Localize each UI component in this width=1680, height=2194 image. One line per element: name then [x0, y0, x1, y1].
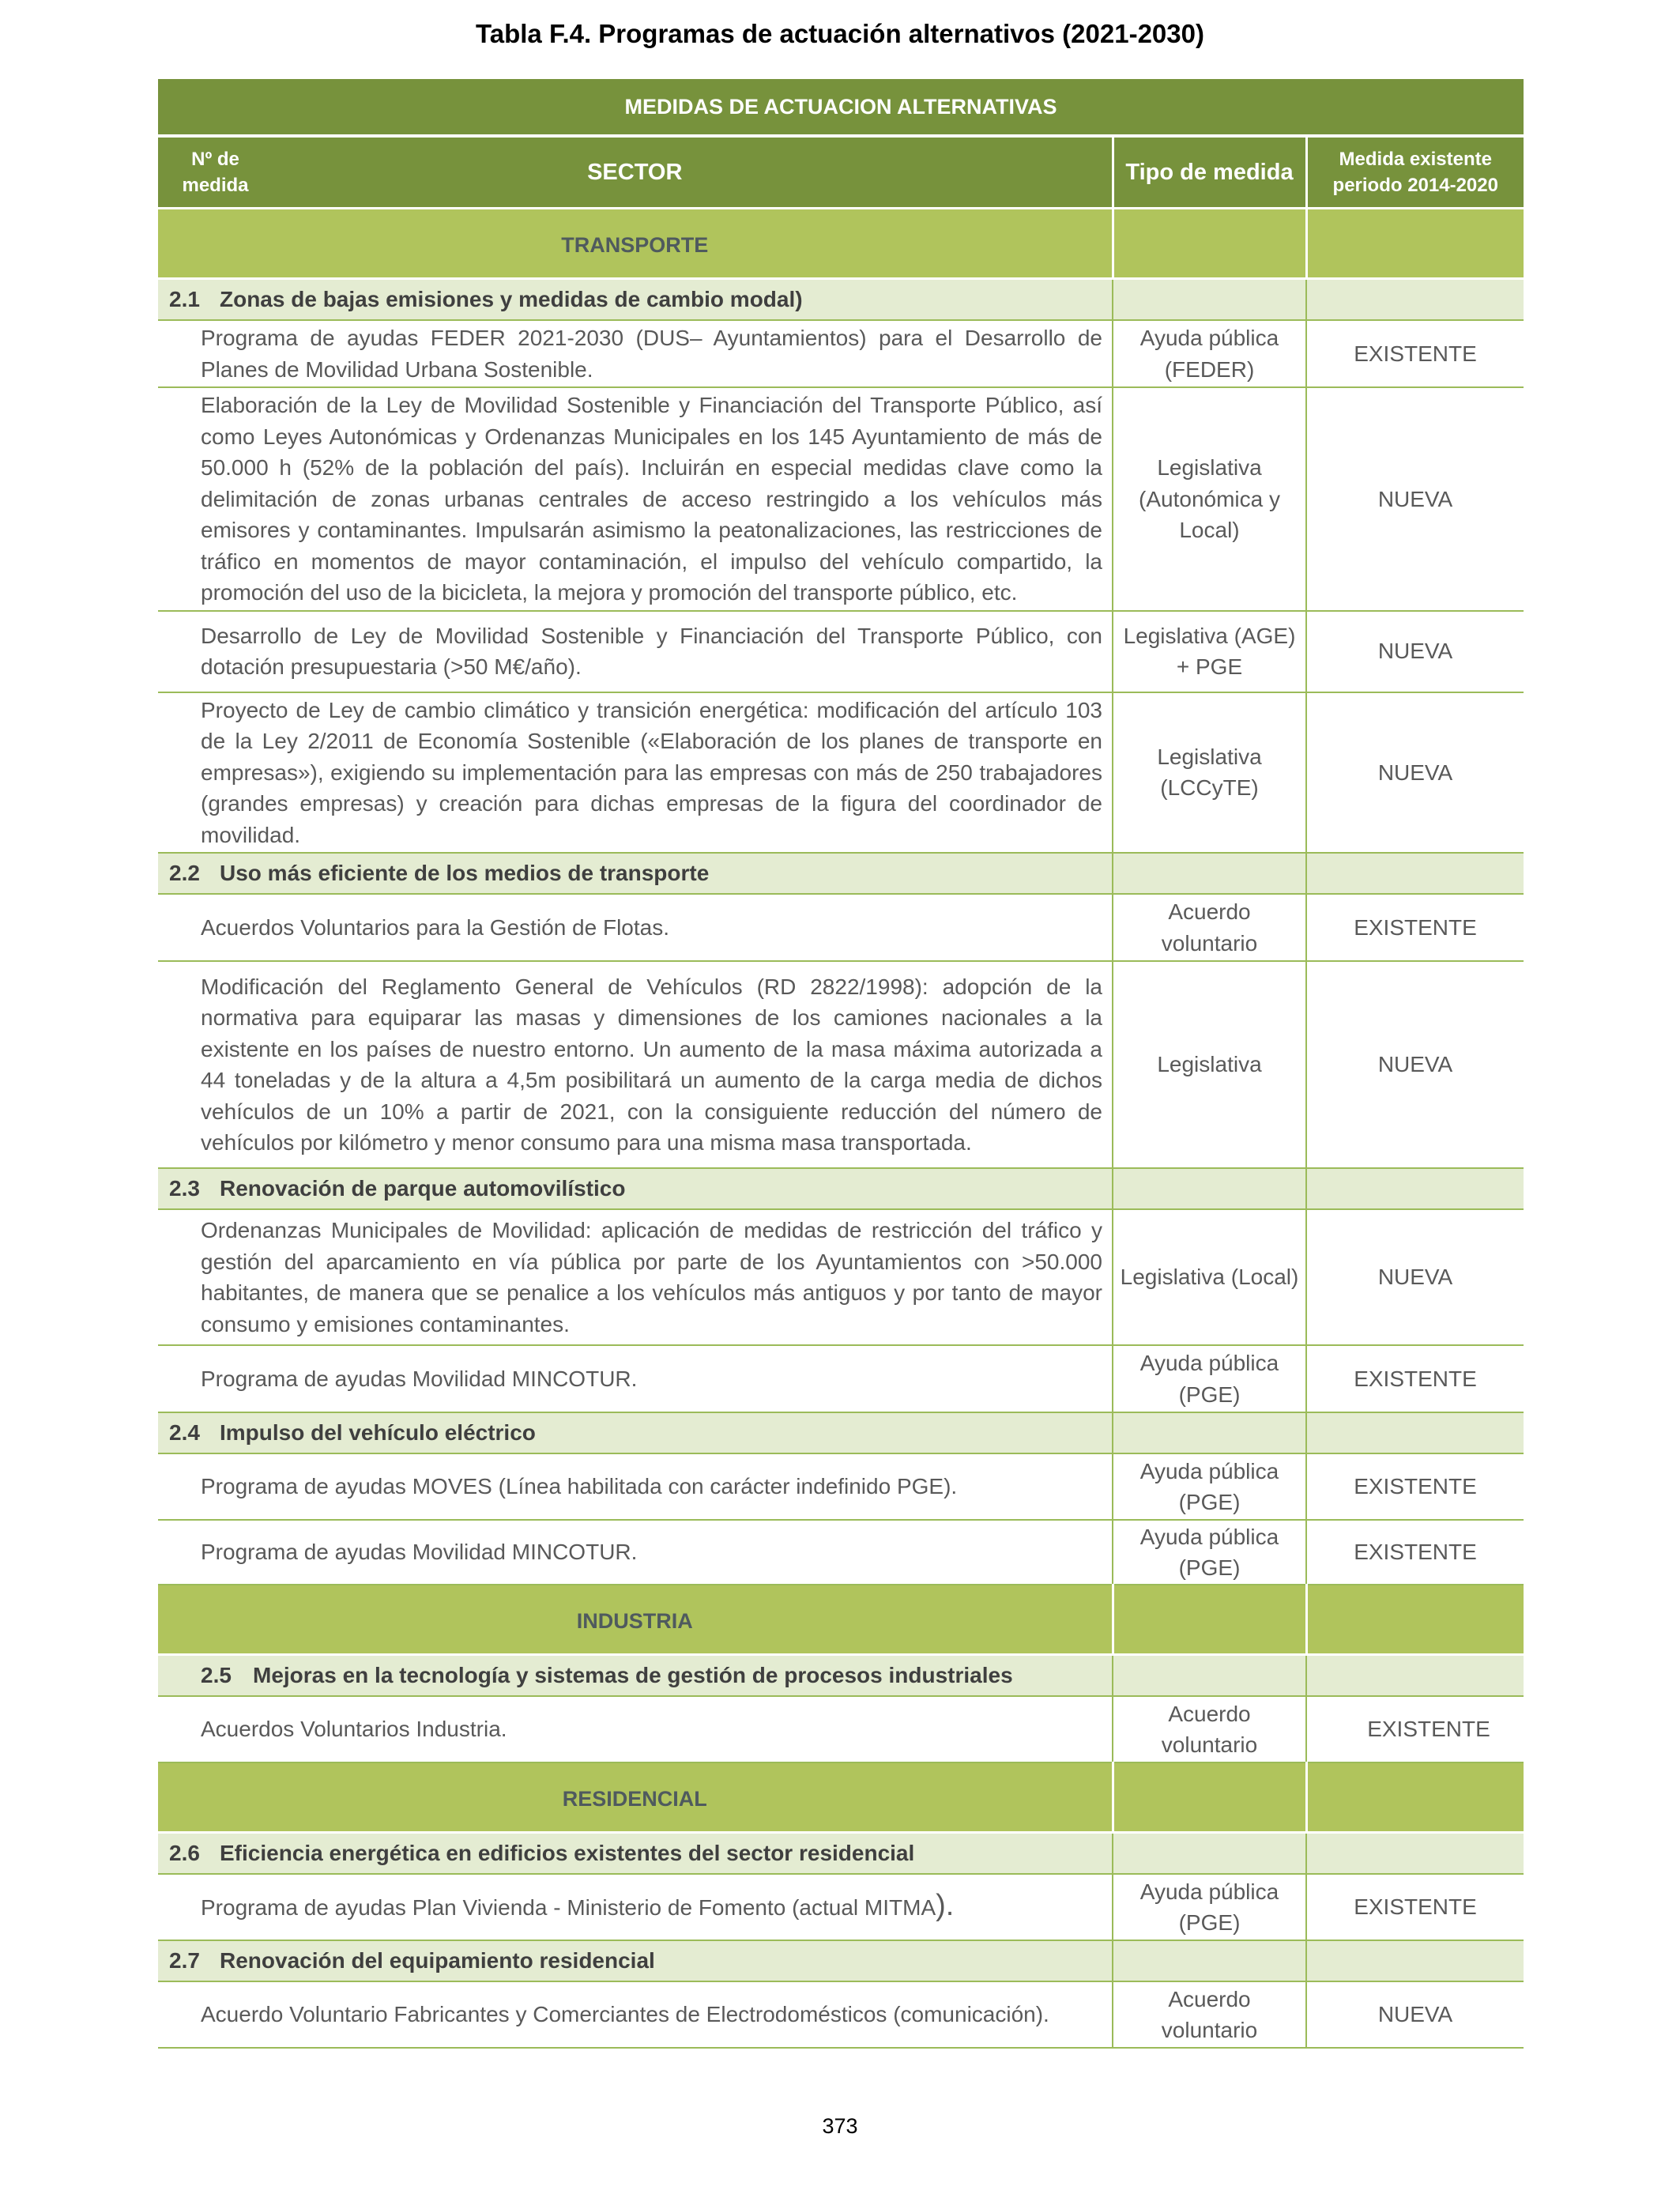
- group-row: [158, 279, 1524, 321]
- group-number: 2.7: [169, 1948, 200, 1973]
- col-existente-header: Medida existente periodo 2014-2020: [1306, 136, 1524, 209]
- table-row: [158, 1874, 1524, 1940]
- group-empty-cell: [1306, 279, 1524, 321]
- group-title-cell: [158, 279, 1113, 321]
- measure-description-tail: ).: [936, 1889, 955, 1923]
- group-empty-cell: [1113, 1168, 1306, 1209]
- sector-empty-cell: [1113, 1585, 1306, 1655]
- group-empty-cell: [1113, 279, 1306, 321]
- sector-empty-cell: [1113, 1762, 1306, 1833]
- group-empty-cell: [1113, 1655, 1306, 1697]
- measure-status: NUEVA: [1306, 1209, 1524, 1345]
- measure-description: Programa de ayudas Movilidad MINCOTUR.: [158, 1345, 1113, 1412]
- measure-status: EXISTENTE: [1306, 1696, 1524, 1762]
- sector-empty-cell: [1306, 209, 1524, 279]
- measure-description: Programa de ayudas MOVES (Línea habilitada con carácter indefinido PGE).: [158, 1453, 1113, 1520]
- col-num-header: Nº de medida: [182, 149, 249, 196]
- measure-type: Legislativa (Autonómica y Local): [1113, 387, 1306, 611]
- col-sector-header: SECTOR: [587, 159, 683, 185]
- group-empty-cell: [1113, 853, 1306, 894]
- group-empty-cell: [1113, 1833, 1306, 1875]
- measure-description: Proyecto de Ley de cambio climático y transición energética: modificación del artículo 103 de la Ley 2/2011 de Economía Sostenible («Elaboración de los planes de transporte en empresas»), exigiendo su implementación para las empresas con más de 250 trabajadores (grandes empresas) y creación para dichas empresas de la figura del coordinador de movilidad.: [158, 692, 1113, 854]
- measure-description-cell: [158, 1874, 1113, 1940]
- measure-description: Programa de ayudas Plan Vivienda - Ministerio de Fomento (actual MITMA: [201, 1895, 936, 1921]
- table-row: [158, 611, 1524, 692]
- measures-table: [158, 79, 1524, 2049]
- group-row: [158, 1940, 1524, 1981]
- group-empty-cell: [1306, 1655, 1524, 1697]
- measure-type: Ayuda pública (PGE): [1113, 1874, 1306, 1940]
- page-title: Tabla F.4. Programas de actuación alternativos (2021-2030): [476, 19, 1204, 48]
- group-empty-cell: [1306, 1168, 1524, 1209]
- group-empty-cell: [1306, 1412, 1524, 1453]
- measure-type: Ayuda pública (PGE): [1113, 1345, 1306, 1412]
- table-row: [158, 1345, 1524, 1412]
- group-title: Eficiencia energética en edificios existentes del sector residencial: [220, 1841, 915, 1865]
- table-row: [158, 320, 1524, 387]
- measure-type: Legislativa (AGE) + PGE: [1113, 611, 1306, 692]
- measure-type: Legislativa (Local): [1113, 1209, 1306, 1345]
- measure-description: Acuerdos Voluntarios para la Gestión de Flotas.: [158, 894, 1113, 961]
- group-empty-cell: [1306, 1940, 1524, 1981]
- group-empty-cell: [1306, 853, 1524, 894]
- measure-description: Modificación del Reglamento General de Vehículos (RD 2822/1998): adopción de la normativa para equiparar las masas y dimensiones de los camiones nacionales a la existente en los países de nuestro entorno. Un aumento de la masa máxima autorizada a 44 toneladas y de la altura a 4,5m posibilitará un aumento de la carga media de dichos vehículos de un 10% a partir de 2021, con la consiguiente reducción del número de vehículos por kilómetro y menor consumo para una misma masa transportada.: [158, 961, 1113, 1168]
- sector-empty-cell: [1306, 1585, 1524, 1655]
- sector-empty-cell: [1113, 209, 1306, 279]
- sector-row-residencial: [158, 1762, 1524, 1833]
- table-row: [158, 1696, 1524, 1762]
- measure-description: Desarrollo de Ley de Movilidad Sostenible y Financiación del Transporte Público, con dotación presupuestaria (>50 M€/año).: [158, 611, 1113, 692]
- group-number: 2.3: [169, 1176, 200, 1201]
- measure-status: EXISTENTE: [1306, 320, 1524, 387]
- measure-status: EXISTENTE: [1306, 894, 1524, 961]
- sector-row-industria: [158, 1585, 1524, 1655]
- table-row: [158, 1981, 1524, 2048]
- measure-description: Programa de ayudas FEDER 2021-2030 (DUS– Ayuntamientos) para el Desarrollo de Planes de Movilidad Urbana Sostenible.: [158, 320, 1113, 387]
- table-row: [158, 692, 1524, 854]
- table-main-header-row: [158, 79, 1524, 136]
- measure-description: Ordenanzas Municipales de Movilidad: aplicación de medidas de restricción del tráfico y gestión del aparcamiento en vía pública por parte de los Ayuntamientos con >50.000 habitantes, de manera que se penalice a los vehículos más antiguos y por tanto de mayor consumo y emisiones contaminantes.: [158, 1209, 1113, 1345]
- group-empty-cell: [1113, 1940, 1306, 1981]
- measure-status: NUEVA: [1306, 611, 1524, 692]
- measure-type: Acuerdo voluntario: [1113, 1696, 1306, 1762]
- measure-status: NUEVA: [1306, 692, 1524, 854]
- sector-label: TRANSPORTE: [158, 209, 1113, 279]
- group-number: 2.5: [201, 1663, 232, 1687]
- group-empty-cell: [1306, 1833, 1524, 1875]
- group-row: [158, 1655, 1524, 1697]
- group-title: Renovación del equipamiento residencial: [220, 1948, 655, 1973]
- measure-type: Acuerdo voluntario: [1113, 894, 1306, 961]
- group-title-cell: [158, 853, 1113, 894]
- page-number: 373: [822, 2114, 858, 2138]
- measure-type: Ayuda pública (PGE): [1113, 1453, 1306, 1520]
- measure-description: Acuerdos Voluntarios Industria.: [158, 1696, 1113, 1762]
- measure-status: EXISTENTE: [1306, 1874, 1524, 1940]
- group-title-cell: [158, 1168, 1113, 1209]
- group-title-cell: [158, 1940, 1113, 1981]
- measure-description: Elaboración de la Ley de Movilidad Sostenible y Financiación del Transporte Público, así como Leyes Autonómicas y Ordenanzas Municipales en los 145 Ayuntamiento de más de 50.000 h (52% de la población del país). Incluirán en especial medidas clave como la delimitación de zonas urbanas centrales de acceso restringido a los vehículos más emisores y contaminantes. Impulsarán asimismo la peatonalizaciones, las restricciones de tráfico en momentos de mayor contaminación, el impulso del vehículo compartido, la promoción del uso de la bicicleta, la mejora y promoción del transporte público, etc.: [158, 387, 1113, 611]
- table-row: [158, 961, 1524, 1168]
- sector-label: RESIDENCIAL: [158, 1762, 1113, 1833]
- group-title-cell: [158, 1833, 1113, 1875]
- group-row: [158, 1168, 1524, 1209]
- sector-row-transporte: [158, 209, 1524, 279]
- group-number: 2.4: [169, 1420, 200, 1445]
- measure-status: NUEVA: [1306, 961, 1524, 1168]
- table-row: [158, 894, 1524, 961]
- group-title: Uso más eficiente de los medios de transporte: [220, 861, 710, 885]
- group-number: 2.2: [169, 861, 200, 885]
- group-number: 2.6: [169, 1841, 200, 1865]
- measure-status: NUEVA: [1306, 1981, 1524, 2048]
- table-row: [158, 1520, 1524, 1585]
- group-row: [158, 1412, 1524, 1453]
- measure-description: Programa de ayudas Movilidad MINCOTUR.: [158, 1520, 1113, 1585]
- group-title-cell: [158, 1655, 1113, 1697]
- header-sector-cell: [158, 136, 1113, 209]
- group-title-cell: [158, 1412, 1113, 1453]
- group-title: Impulso del vehículo eléctrico: [220, 1420, 536, 1445]
- group-title: Mejoras en la tecnología y sistemas de gestión de procesos industriales: [253, 1663, 1013, 1687]
- column-header-row: [158, 136, 1524, 209]
- measure-type: Ayuda pública (PGE): [1113, 1520, 1306, 1585]
- measure-type: Legislativa: [1113, 961, 1306, 1168]
- measure-type: Acuerdo voluntario: [1113, 1981, 1306, 2048]
- group-row: [158, 853, 1524, 894]
- measure-status: NUEVA: [1306, 387, 1524, 611]
- measure-status: EXISTENTE: [1306, 1453, 1524, 1520]
- group-empty-cell: [1113, 1412, 1306, 1453]
- sector-label: INDUSTRIA: [158, 1585, 1113, 1655]
- measure-type: Legislativa (LCCyTE): [1113, 692, 1306, 854]
- group-row: [158, 1833, 1524, 1875]
- group-number: 2.1: [169, 287, 200, 311]
- measure-type: Ayuda pública (FEDER): [1113, 320, 1306, 387]
- main-header: MEDIDAS DE ACTUACION ALTERNATIVAS: [158, 79, 1524, 136]
- table-row: [158, 1453, 1524, 1520]
- measure-status: EXISTENTE: [1306, 1345, 1524, 1412]
- measure-description: Acuerdo Voluntario Fabricantes y Comerciantes de Electrodomésticos (comunicación).: [158, 1981, 1113, 2048]
- group-title: Zonas de bajas emisiones y medidas de cambio modal): [220, 287, 803, 311]
- group-title: Renovación de parque automovilístico: [220, 1176, 626, 1201]
- sector-empty-cell: [1306, 1762, 1524, 1833]
- col-tipo-header: Tipo de medida: [1113, 136, 1306, 209]
- table-row: [158, 1209, 1524, 1345]
- measure-status: EXISTENTE: [1306, 1520, 1524, 1585]
- table-row: [158, 387, 1524, 611]
